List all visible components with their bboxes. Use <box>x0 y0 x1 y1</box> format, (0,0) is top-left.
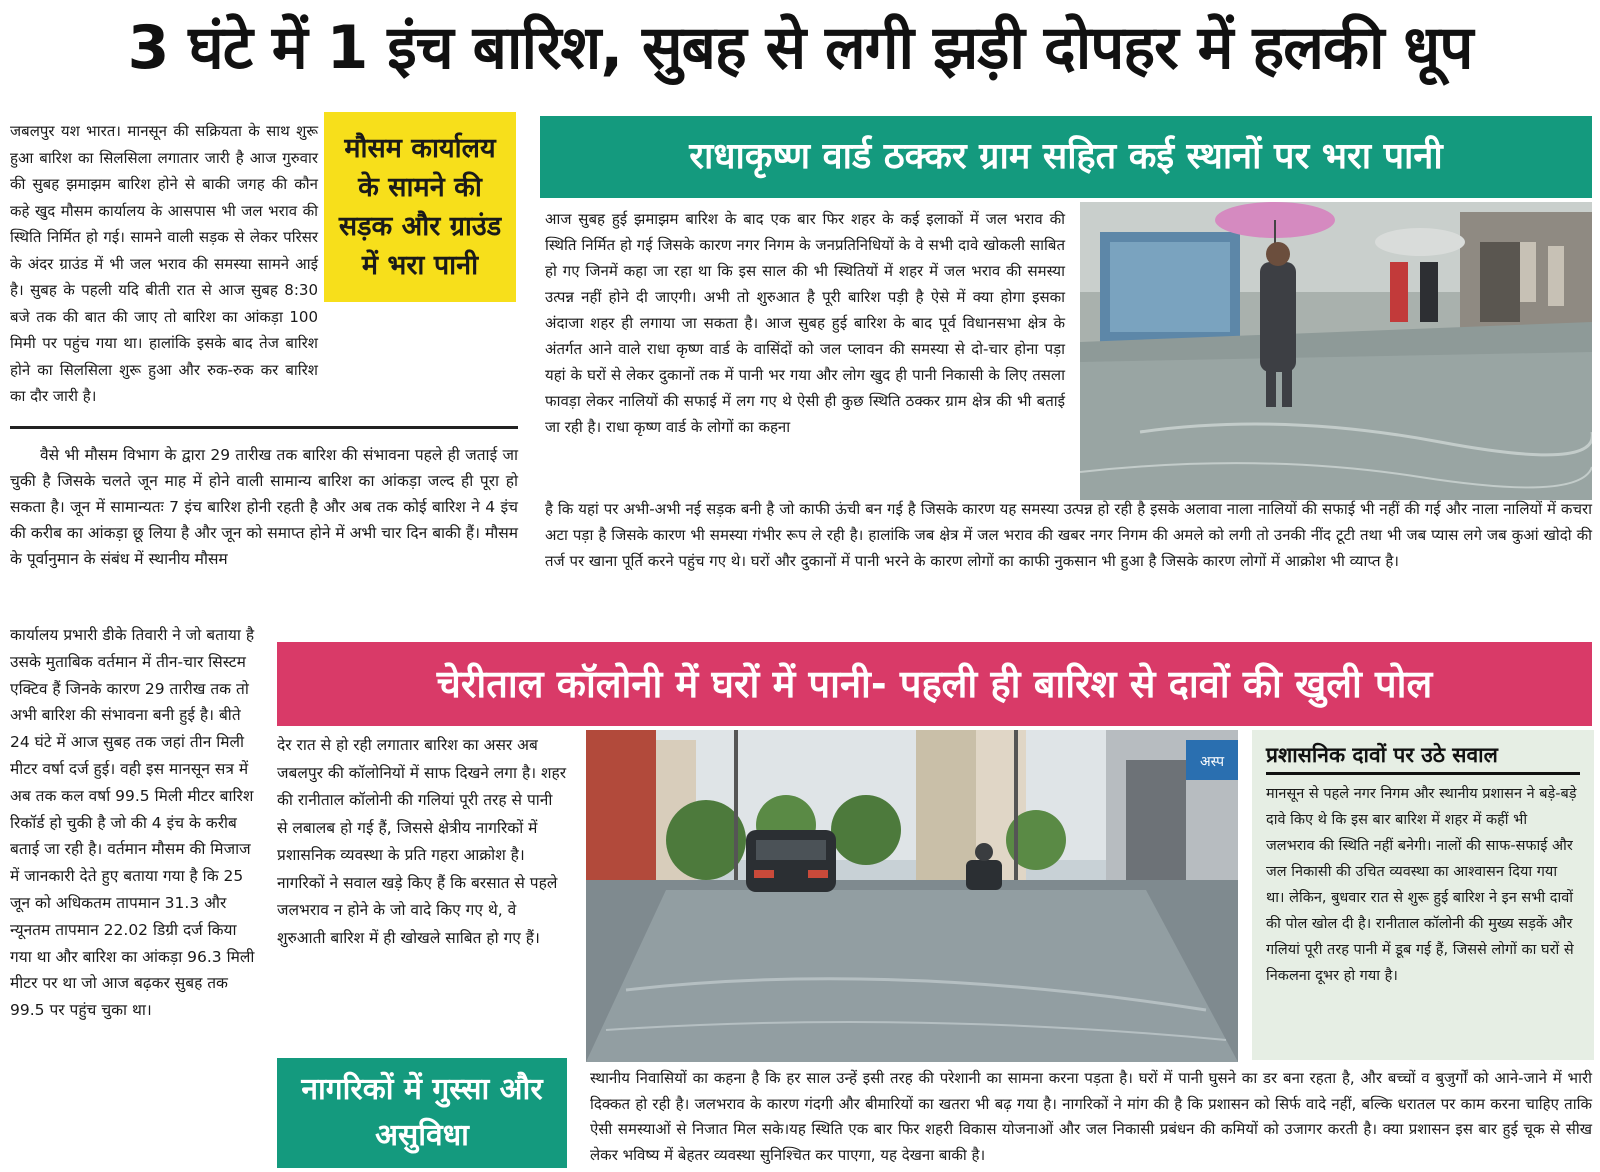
sidebar-text: मानसून से पहले नगर निगम और स्थानीय प्रशासन ने बड़े-बड़े दावे किए थे कि इस बार बारिश में शहर में कहीं भी जलभराव की स्थिति नहीं बनेगी। नालों की साफ-सफाई और जल निकासी की उचित व्यवस्था का आश्वासन दिया गया था। लेकिन, बुधवार रात से शुरू हुई बारिश ने इन सभी दावों की पोल खोल दी है। रानीताल कॉलोनी की मुख्य सड़कें और गलियां पूरी तरह पानी में डूब गई हैं, जिससे लोगों का घरों से निकलना दूभर हो गया है। <box>1266 786 1577 984</box>
sidebar-title: प्रशासनिक दावों पर उठे सवाल <box>1266 738 1580 775</box>
story3-sidebar <box>1252 730 1594 1060</box>
shop-sign-text: अस्प <box>1199 754 1225 770</box>
page-headline: 3 घंटे में 1 इंच बारिश, सुबह से लगी झड़ी दोपहर में हलकी धूप <box>127 13 1473 83</box>
section-divider <box>10 426 518 429</box>
story1-yellow-box: मौसम कार्यालय के सामने की सड़क और ग्राउंड में भरा पानी <box>324 112 516 302</box>
story3-paragraph: देर रात से हो रही लगातार बारिश का असर अब जबलपुर की कॉलोनियों में साफ दिखने लगा है। शहर की रानीताल कॉलोनी की गलियां पूरी तरह से पानी से लबालब हो गई हैं, जिससे क्षेत्रीय नागरिकों में प्रशासनिक व्यवस्था के प्रति गहरा आक्रोश है। नागरिकों ने सवाल खड़े किए हैं कि बरसात से पहले जलभराव न होने के जो वादे किए गए थे, वे शुरुआती बारिश में ही खोखले साबित हो गए हैं। <box>277 736 567 947</box>
story3-paragraph-bottom: स्थानीय निवासियों का कहना है कि हर साल उन्हें इसी तरह की परेशानी का सामना करना पड़ता है। घरों में पानी घुसने का डर बना रहता है, और बच्चों व बुजुर्गों को आने-जाने में भारी दिक्कत हो रही है। जलभराव के कारण गंदगी और बीमारियों का खतरा भी बढ़ गया है। नागरिकों ने मांग की है कि प्रशासन को सिर्फ वादे नहीं, बल्कि धरातल पर काम करना चाहिए ताकि ऐसी समस्याओं से निजात मिल सके।यह स्थिति एक बार फिर शहरी विकास योजनाओं और जल निकासी प्रबंधन की कमियों को उजागर करती है। क्या प्रशासन इस बार हुई चूक से सीख लेकर भविष्य में बेहतर व्यवस्था सुनिश्चित कर पाएगा, यह देखना बाकी है। <box>590 1069 1592 1164</box>
story3-green-banner: नागरिकों में गुस्सा और असुविधा <box>277 1058 567 1168</box>
story3-photo-flooded-colony <box>586 730 1238 1062</box>
story2-photo-waterlogged-street <box>1080 202 1592 500</box>
story3-banner: चेरीताल कॉलोनी में घरों में पानी- पहली ही बारिश से दावों की खुली पोल <box>277 642 1592 726</box>
story1-paragraph: वैसे भी मौसम विभाग के द्वारा 29 तारीख तक बारिश की संभावना पहले ही जताई जा चुकी है जिसके चलते जून माह में होने वाली सामान्य बारिश का आंकड़ा जल्द ही पूरा हो सकता है। जून में सामान्यतः 7 इंच बारिश होनी रहती है और अब तक कोई बारिश ने 4 इंच की करीब का आंकड़ा छू लिया है और जून को समाप्त होने में अभी चार दिन बाकी हैं। मौसम के पूर्वानुमान के संबंध में स्थानीय मौसम <box>10 446 518 568</box>
story1-intro: जबलपुर यश भारत। मानसून की सक्रियता के साथ शुरू हुआ बारिश का सिलसिला लगातार जारी है आज गुरुवार की सुबह झमाझम बारिश होने से बाकी जगह की कौन कहे खुद मौसम कार्यालय के आसपास भी जल भराव की स्थिति निर्मित हो गई। सामने वाली सड़क से लेकर परिसर के अंदर ग्राउंड में भी जल भराव की समस्या सामने आई है। सुबह के पहली यदि बीती रात से आज सुबह 8:30 बजे तक की बात की जाए तो बारिश का आंकड़ा 100 मिमी पर पहुंच गया था। हालांकि इसके बाद तेज बारिश होने का सिलसिला शुरू हुआ और रुक-रुक कर बारिश का दौर जारी है। <box>10 122 318 405</box>
story2-banner: राधाकृष्ण वार्ड ठक्कर ग्राम सहित कई स्थानों पर भरा पानी <box>540 116 1592 198</box>
story2-paragraph: आज सुबह हुई झमाझम बारिश के बाद एक बार फिर शहर के कई इलाकों में जल भराव की स्थिति निर्मित हो गई जिसके कारण नगर निगम के जनप्रतिनिधियों के वे सभी दावे खोकली साबित हो गए जिनमें कहा जा रहा था कि इस साल की भी स्थितियों में शहर में जल भराव की समस्या उत्पन्न नहीं होने दी जाएगी। अभी तो शुरुआत है पूरी बारिश पड़ी है ऐसे में क्या होगा इसका अंदाजा शहर ही लगाया जा सकता है। आज सुबह हुई बारिश के बाद पूर्व विधानसभा क्षेत्र के अंतर्गत आने वाले राधा कृष्ण वार्ड के वासिंदों को जल प्लावन की समस्या से दो-चार होना पड़ा यहां के घरों से लेकर दुकानों तक में पानी भर गया और लोग खुद ही पानी निकासी के लिए तसला फावड़ा लेकर नालियों की सफाई में लग गए थे ऐसी ही कुछ स्थिति ठक्कर ग्राम क्षेत्र की भी बताई जा रही है। राधा कृष्ण वार्ड के लोगों का कहना <box>545 210 1065 436</box>
story1-paragraph-continued: कार्यालय प्रभारी डीके तिवारी ने जो बताया है उसके मुताबिक वर्तमान में तीन-चार सिस्टम एक्टिव हैं जिनके कारण 29 तारीख तक तो अभी बारिश की संभावना बनी हुई है। बीते 24 घंटे में आज सुबह तक जहां तीन मिली मीटर वर्षा दर्ज हुई। वही इस मानसून सत्र में अब तक कल वर्षा 99.5 मिली मीटर बारिश रिकॉर्ड हो चुकी है जो की 4 इंच के करीब बताई जा रही है। वर्तमान मौसम की मिजाज में जानकारी देते हुए बताया गया है कि 25 जून को अधिकतम तापमान 31.3 और न्यूनतम तापमान 22.02 डिग्री दर्ज किया गया था और बारिश का आंकड़ा 96.3 मिली मीटर पर था जो आज बढ़कर सुबह तक 99.5 पर पहुंच चुका था। <box>10 626 255 1020</box>
story2-paragraph-continued: है कि यहां पर अभी-अभी नई सड़क बनी है जो काफी ऊंची बन गई है जिसके कारण यह समस्या उत्पन्न हो रही है इसके अलावा नाला नालियों की सफाई भी नहीं की गई और नाला नालियों में कचरा अटा पड़ा है जिसके कारण भी समस्या गंभीर रूप ले रही है। हालांकि जब क्षेत्र में जल भराव की खबर नगर निगम की अमले को लगी तो उनकी नींद टूटी तथा भी जब प्यास लगे जब कुआं खोदो की तर्ज पर खाना पूर्ति करने पहुंच गए थे। घरों और दुकानों में पानी भरने के कारण लोगों का काफी नुकसान भी हुआ है जिसके कारण लोगों में आक्रोश भी व्याप्त है। <box>545 500 1592 570</box>
